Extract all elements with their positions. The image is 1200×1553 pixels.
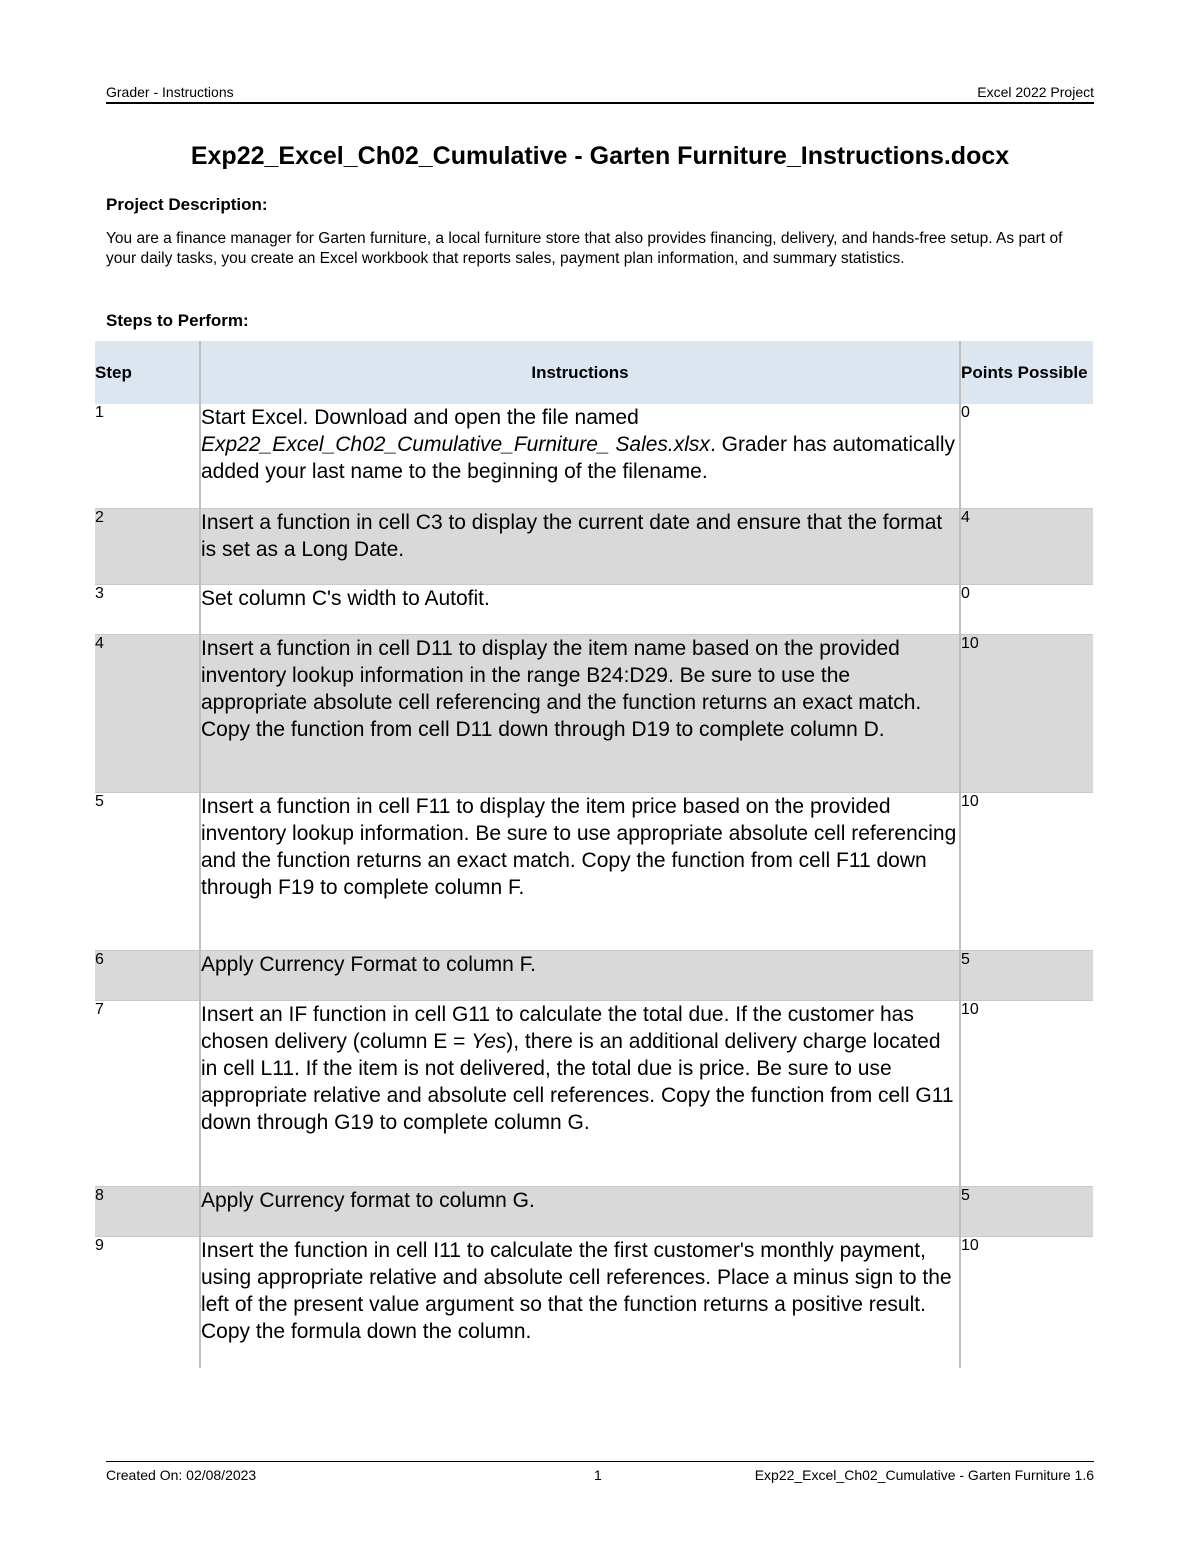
footer-created-date: Created On: 02/08/2023 [106, 1467, 257, 1483]
page-header [106, 84, 1094, 104]
step-number: 1 [95, 404, 200, 508]
steps-label: Steps to Perform: [106, 311, 249, 330]
step-instructions: Insert a function in cell F11 to display the item price based on the provided inventory lookup information. Be sure to use appropriate absolute cell referencing and the function returns an exact match. Copy the function from cell F11 down through F19 to complete column F. [200, 792, 960, 950]
step-points: 0 [960, 584, 1093, 634]
step-points: 5 [960, 950, 1093, 1000]
step-number: 9 [95, 1236, 104, 1254]
step-instructions: Apply Currency Format to column F. [200, 950, 960, 1000]
instruction-text: Start Excel. Download and open the file named [201, 406, 639, 429]
step-number: 6 [95, 950, 200, 1000]
step-points: 10 [960, 634, 1093, 792]
table-row [95, 1236, 1093, 1368]
header-right-text: Excel 2022 Project [977, 84, 1094, 100]
step-number: 5 [95, 792, 200, 950]
table-row [95, 634, 1093, 792]
table-row [95, 1000, 1093, 1186]
page-footer [106, 1461, 1094, 1484]
step-instructions: Insert a function in cell C3 to display the current date and ensure that the format is set as a Long Date. [200, 508, 960, 584]
step-points: 10 [960, 792, 1093, 950]
table-header-row [95, 341, 1093, 404]
document-title: Exp22_Excel_Ch02_Cumulative - Garten Furniture_Instructions.docx [190, 142, 1010, 170]
step-instructions: Insert the function in cell I11 to calculate the first customer's monthly payment, using appropriate relative and absolute cell references. Place a minus sign to the left of the present value argument so that the function returns a positive result. Copy the formula down the column. [200, 1236, 960, 1368]
table-row [95, 1186, 1093, 1236]
instruction-text: . Grader has automatically added your last name to the beginning of the filename. [201, 433, 956, 484]
step-points: 10 [960, 1000, 1093, 1186]
step-points: 4 [960, 508, 1093, 584]
step-instructions: Apply Currency format to column G. [200, 1186, 960, 1236]
step-points: 10 [960, 1236, 1093, 1368]
step-number: 7 [95, 1000, 200, 1186]
header-points: Points Possible [960, 341, 1093, 404]
header-step: Step [95, 341, 200, 404]
step-number: 3 [95, 584, 200, 634]
table-row [95, 508, 1093, 584]
step-instructions [200, 404, 960, 508]
step-number: 8 [95, 1186, 200, 1236]
step-instructions: Set column C's width to Autofit. [200, 584, 960, 634]
filename-text: Exp22_Excel_Ch02_Cumulative_Furniture_ Sales.xlsx [201, 433, 710, 457]
header-left-text: Grader - Instructions [106, 84, 234, 100]
step-instructions: Insert a function in cell D11 to display the item name based on the provided inventory lookup information in the range B24:D29. Be sure to use the appropriate absolute cell referencing and the function returns an exact match. Copy the function from cell D11 down through D19 to complete column D. [200, 634, 960, 792]
step-points: 0 [960, 404, 1093, 508]
step-number: 2 [95, 508, 200, 584]
footer-page-number: 1 [594, 1467, 602, 1483]
footer-document-name: Exp22_Excel_Ch02_Cumulative - Garten Furniture 1.6 [754, 1467, 1094, 1483]
instruction-text: Insert an IF function in cell G11 to calculate the total due. If the customer has chosen delivery (column E = [201, 1002, 914, 1053]
step-number: 4 [95, 634, 200, 792]
table-row [95, 404, 1093, 508]
project-description-label: Project Description: [106, 195, 268, 214]
table-row [95, 584, 1093, 634]
step-instructions [200, 1000, 960, 1186]
table-row [95, 792, 1093, 950]
emphasis-text: Yes [471, 1029, 507, 1053]
project-description-text: You are a finance manager for Garten furniture, a local furniture store that also provides financing, delivery, and hands-free setup. As part of your daily tasks, you create an Excel workbook that reports sales, payment plan information, and summary statistics. [106, 230, 1063, 267]
header-instructions: Instructions [200, 341, 960, 404]
step-points: 5 [960, 1186, 1093, 1236]
steps-table [95, 341, 1093, 1368]
instruction-text: ), there is an additional delivery charge located in cell L11. If the item is not delivered, the total due is price. Be sure to use appropriate relative and absolute cell references. Copy the function from cell G11 down through G19 to complete column G. [201, 1029, 954, 1135]
table-row [95, 950, 1093, 1000]
